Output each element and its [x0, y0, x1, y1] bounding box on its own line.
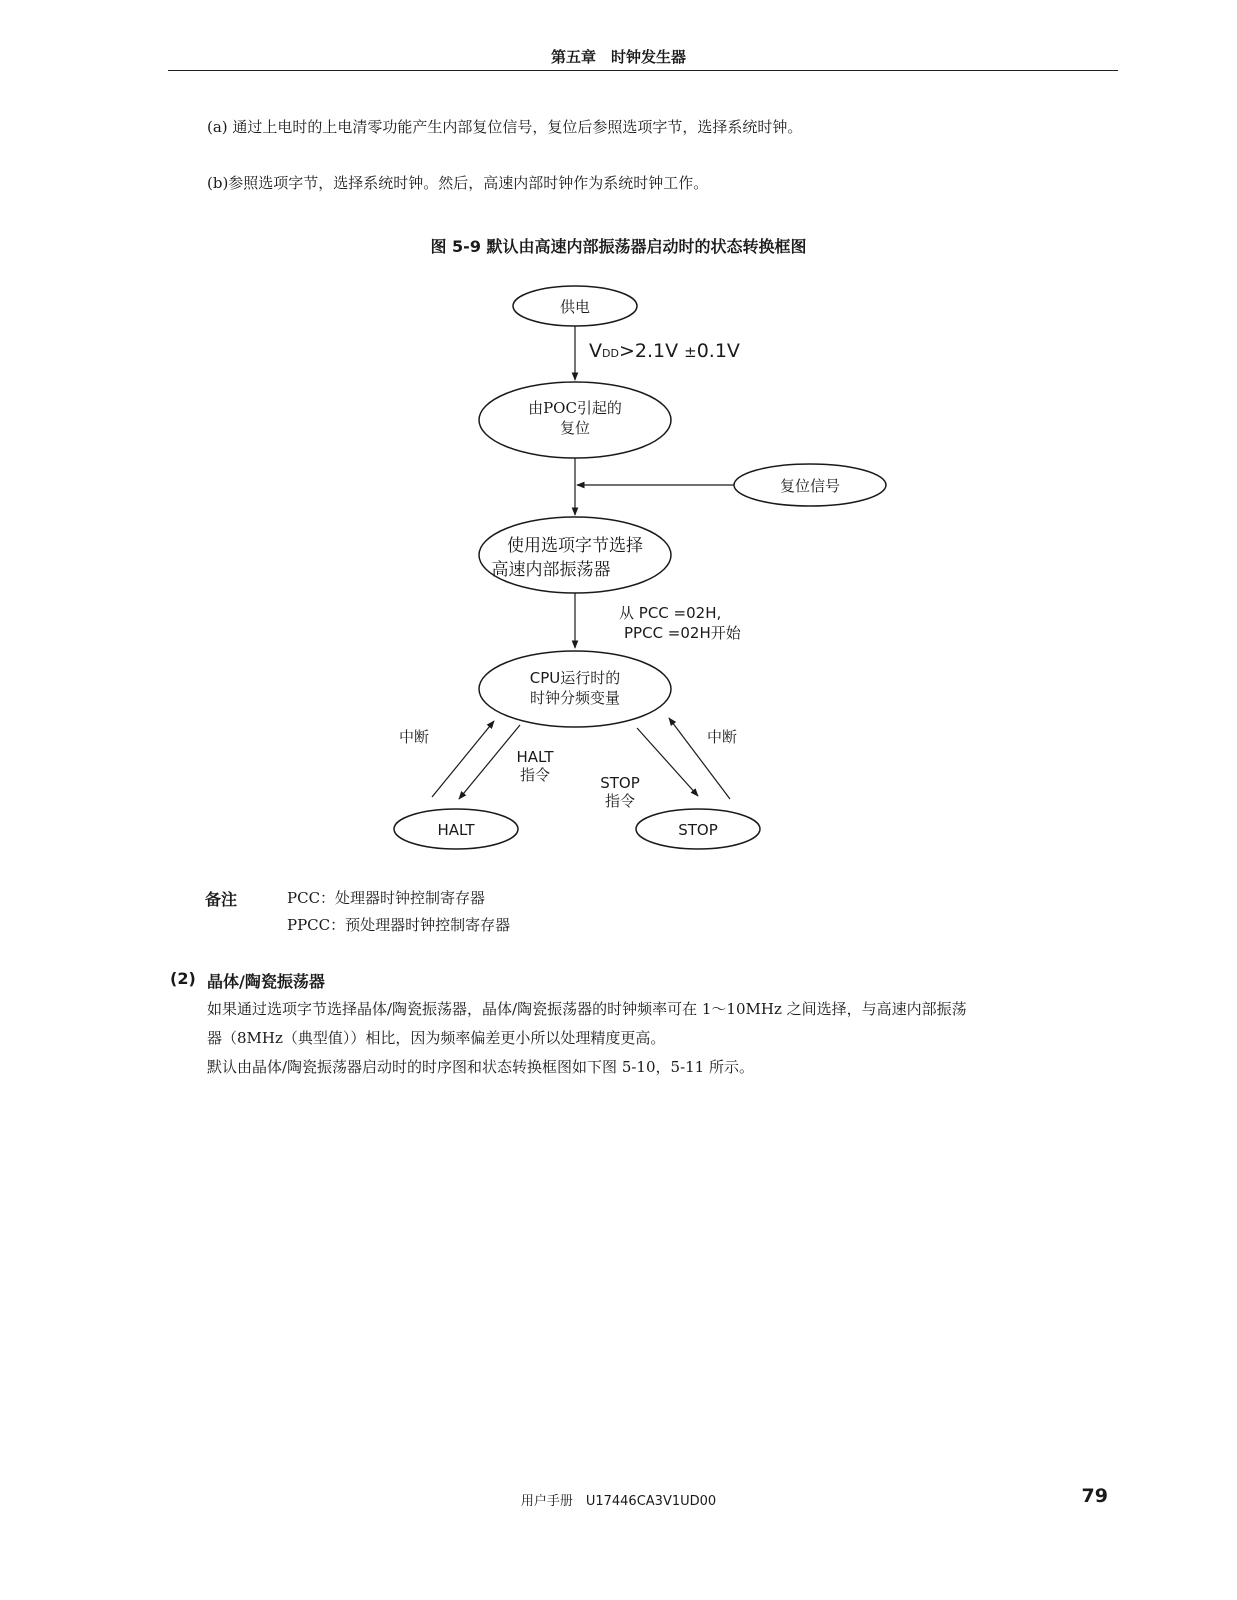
- section-body-line2: 器（8MHz（典型值））相比，因为频率偏差更小所以处理精度更高。: [207, 1029, 666, 1047]
- stop-instruction-label: STOP: [600, 774, 640, 792]
- start-condition-line1: 从 PCC =02H,: [619, 604, 722, 622]
- node-halt: [394, 809, 518, 849]
- start-condition-line2: PPCC =02H开始: [624, 624, 741, 642]
- stop-instruction-label-2: 指令: [604, 792, 636, 810]
- node-reset-signal: [734, 464, 886, 506]
- page-number: 79: [1081, 1485, 1108, 1507]
- vdd-condition-label: VDD>2.1V ±0.1V: [589, 340, 740, 362]
- node-power: [513, 286, 637, 326]
- svg-text:HALT: HALT: [437, 821, 475, 839]
- svg-text:CPU运行时的: CPU运行时的: [529, 669, 621, 687]
- section-body-line3: 默认由晶体/陶瓷振荡器启动时的时序图和状态转换框图如下图 5-10，5-11 所示。: [207, 1058, 754, 1076]
- notes-label: 备注: [205, 890, 238, 909]
- arrow-halt-instruction: [459, 725, 520, 799]
- svg-text:高速内部振荡器: 高速内部振荡器: [491, 560, 611, 580]
- node-stop: [636, 809, 760, 849]
- intro-item-b: (b)参照选项字节，选择系统时钟。然后，高速内部时钟作为系统时钟工作。: [207, 174, 709, 192]
- halt-instruction-label-2: 指令: [519, 766, 551, 784]
- arrow-halt-interrupt: [432, 721, 494, 797]
- halt-instruction-label: HALT: [516, 748, 554, 766]
- svg-text:使用选项字节选择: 使用选项字节选择: [507, 536, 643, 556]
- svg-text:由POC引起的: 由POC引起的: [528, 399, 622, 417]
- interrupt-left-label: 中断: [398, 728, 430, 746]
- svg-text:STOP: STOP: [678, 821, 718, 839]
- figure-title: 图 5-9 默认由高速内部振荡器启动时的状态转换框图: [430, 237, 807, 256]
- node-select-oscillator: [479, 517, 671, 593]
- intro-item-a: (a) 通过上电时的上电清零功能产生内部复位信号，复位后参照选项字节，选择系统时钟。: [207, 118, 803, 136]
- footer-manual-id: 用户手册 U17446CA3V1UD00: [520, 1494, 717, 1509]
- note-ppcc: PPCC：预处理器时钟控制寄存器: [287, 916, 511, 934]
- svg-text:时钟分频变量: 时钟分频变量: [529, 689, 621, 707]
- interrupt-right-label: 中断: [706, 728, 738, 746]
- node-power-label: 供电: [559, 298, 591, 316]
- svg-text:复位: 复位: [559, 419, 591, 437]
- section-title: 晶体/陶瓷振荡器: [207, 972, 325, 991]
- node-poc-reset: [479, 382, 671, 458]
- node-cpu-running: [479, 651, 671, 727]
- note-pcc: PCC：处理器时钟控制寄存器: [287, 889, 486, 907]
- section-number: (2): [170, 969, 196, 988]
- chapter-header: 第五章 时钟发生器: [550, 48, 686, 66]
- svg-text:复位信号: 复位信号: [779, 477, 841, 495]
- section-body-line1: 如果通过选项字节选择晶体/陶瓷振荡器，晶体/陶瓷振荡器的时钟频率可在 1～10MHz 之间选择，与高速内部振荡: [207, 1000, 967, 1018]
- arrow-stop-instruction: [637, 728, 698, 796]
